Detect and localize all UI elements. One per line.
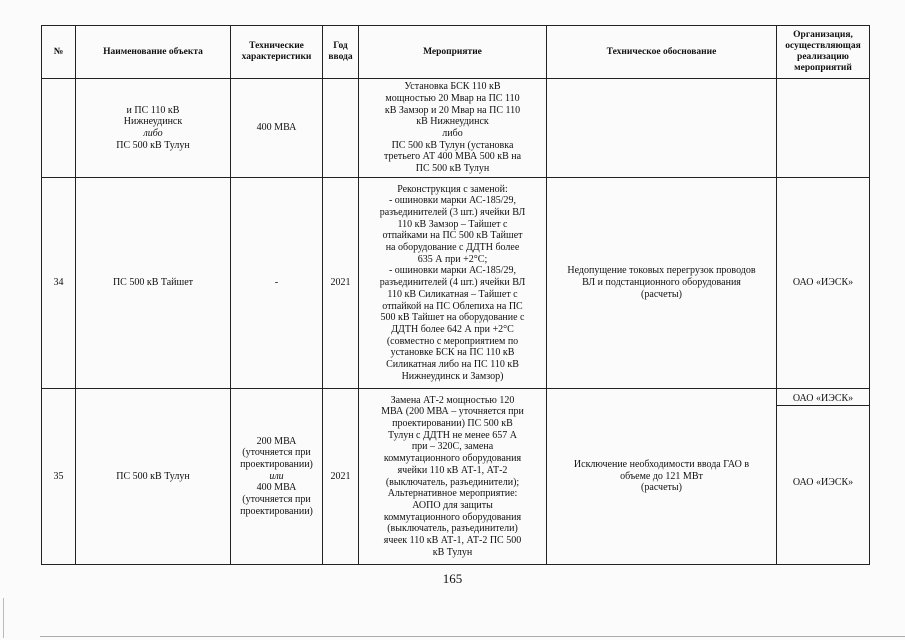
cell-year: 2021 — [323, 178, 359, 389]
cell-number — [42, 79, 76, 178]
cell-organization — [777, 79, 870, 178]
cell-organization: ОАО «ИЭСК» — [777, 178, 870, 389]
cell-object-name: ПС 500 кВ Тайшет — [76, 178, 231, 389]
cell-number: 35 — [42, 389, 76, 565]
cell-measure: Замена АТ-2 мощностью 120 МВА (200 МВА – уточняется при проектировании) ПС 500 кВ Тулун с ДДТН не менее 657 А при – 320С, замена коммутационного оборудования ячейки 110 кВ АТ-1, АТ-2 (выключатель, разъединители); Альтернативное мероприятие: АОПО для защиты коммутационного оборудования (выключатель, разъединители) ячеек 110 кВ АТ-1, АТ-2 ПС 500 кВ Тулун — [359, 389, 547, 565]
cell-year — [323, 79, 359, 178]
cell-tech-specs: - — [231, 178, 323, 389]
cell-measure: Установка БСК 110 кВ мощностью 20 Мвар на ПС 110 кВ Замзор и 20 Мвар на ПС 110 кВ Нижнеудинск либо ПС 500 кВ Тулун (установка третьего АТ 400 МВА 500 кВ на ПС 500 кВ Тулун — [359, 79, 547, 178]
tech-line: проектировании) — [240, 505, 313, 517]
header-object-name: Наименование объекта — [76, 26, 231, 79]
tech-line-italic: или — [269, 470, 284, 482]
tech-line: 200 МВА — [256, 435, 297, 447]
header-year: Год ввода — [323, 26, 359, 79]
cell-organization — [777, 389, 870, 565]
tech-line: 400 МВА — [256, 482, 297, 494]
cell-year: 2021 — [323, 389, 359, 565]
scan-edge-mark — [3, 598, 4, 638]
cell-tech-specs: 400 МВА — [231, 79, 323, 178]
table-row — [42, 178, 870, 389]
header-number: № — [42, 26, 76, 79]
table-row — [42, 389, 870, 565]
table-header-row — [42, 26, 870, 79]
tech-line: (уточняется при — [242, 447, 311, 459]
name-line: ПС 500 кВ Тулун — [116, 139, 190, 151]
page-number: 165 — [442, 571, 463, 586]
cell-object-name: ПС 500 кВ Тулун — [76, 389, 231, 565]
header-justification: Техническое обоснование — [547, 26, 777, 79]
cell-object-name — [76, 79, 231, 178]
name-line: и ПС 110 кВ — [126, 104, 180, 116]
cell-justification — [547, 79, 777, 178]
measures-table — [41, 25, 870, 565]
name-line-italic: либо — [143, 128, 163, 139]
cell-justification: Исключение необходимости ввода ГАО в объеме до 121 МВт (расчеты) — [547, 389, 777, 565]
cell-tech-specs — [231, 389, 323, 565]
cell-justification: Недопущение токовых перегрузок проводов ВЛ и подстанционного оборудования (расчеты) — [547, 178, 777, 389]
header-organization: Организация, осуществляющая реализацию мероприятий — [777, 26, 870, 79]
organization-main-entry: ОАО «ИЭСК» — [792, 477, 854, 489]
cell-number: 34 — [42, 178, 76, 389]
organization-top-entry: ОАО «ИЭСК» — [777, 393, 869, 406]
bottom-divider — [40, 636, 905, 637]
name-line: Нижнеудинск — [123, 116, 183, 128]
tech-line: (уточняется при — [242, 494, 311, 506]
cell-measure: Реконструкция с заменой: - ошиновки марки АС-185/29, разъединителей (3 шт.) ячейки ВЛ 110 кВ Замзор – Тайшет с отпайками на ПС 500 кВ Тайшет на оборудование с ДДТН более 635 А при +2°С; - ошиновки марки АС-185/29, разъединителей (4 шт.) ячейки ВЛ 110 кВ Силикатная – Тайшет с отпайкой на ПС Облепиха на ПС 500 кВ Тайшет на оборудование с ДДТН более 642 А при +2°С (совместно с мероприятием по установке БСК на ПС 110 кВ Силикатная либо на ПС 110 кВ Нижнеудинск и Замзор) — [359, 178, 547, 389]
tech-line: проектировании) — [240, 458, 313, 470]
header-tech-specs: Технические характеристики — [231, 26, 323, 79]
header-measure: Мероприятие — [359, 26, 547, 79]
table-row — [42, 79, 870, 178]
